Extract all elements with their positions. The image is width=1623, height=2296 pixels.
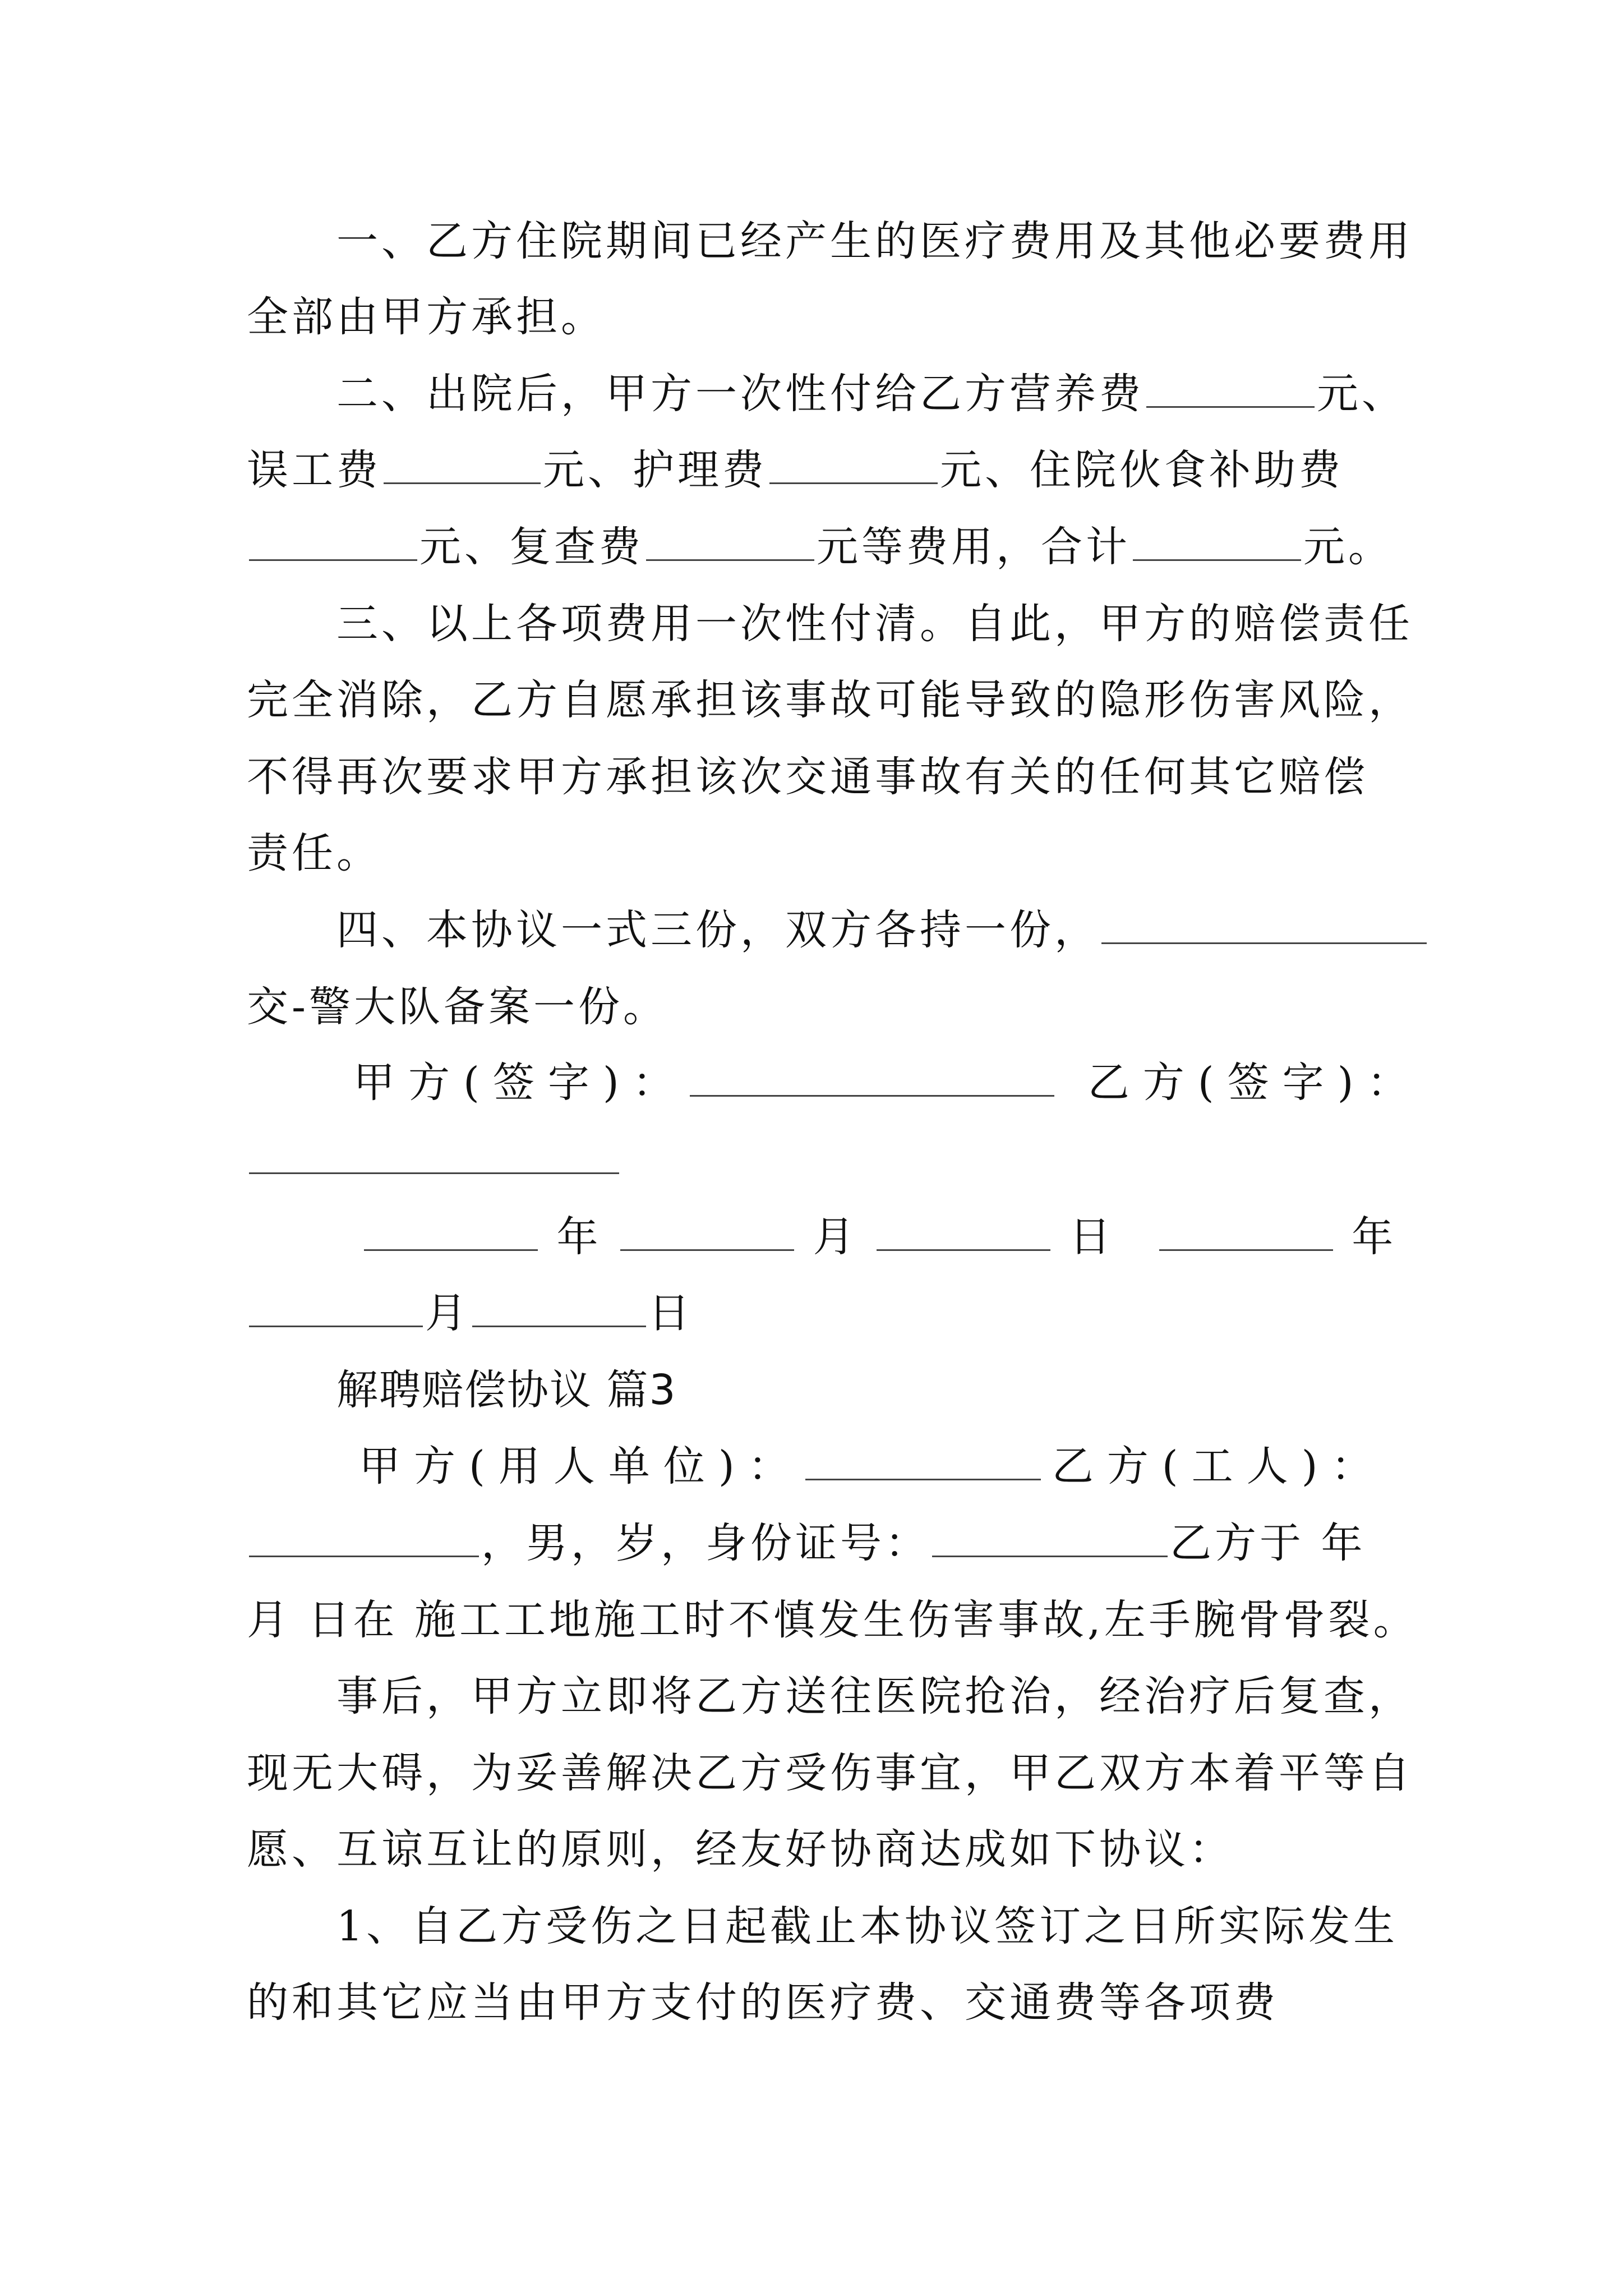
paragraph-3-line-2: 完全消除，乙方自愿承担该事故可能导致的隐形伤害风险， [247, 676, 1413, 724]
injury-date-start: 乙方于 年 [1170, 1519, 1366, 1567]
nutrition-fee-unit: 元、 [1317, 370, 1407, 418]
nursing-fee-blank[interactable] [769, 445, 938, 484]
worker-details: ，男，岁，身份证号： [481, 1519, 930, 1567]
paragraph-4-line-2: 交-警大队备案一份。 [247, 983, 668, 1031]
parties-line-1 [359, 1433, 1503, 1500]
date-line-1 [362, 1203, 1506, 1271]
copies-text: 四、本协议一式三份，双方各持一份， [336, 906, 1099, 954]
worker-label: 乙方(工人)： [1052, 1442, 1386, 1490]
copies-blank[interactable] [1101, 905, 1427, 944]
nutrition-fee-blank[interactable] [1146, 369, 1315, 408]
party-b-year-label: 年 [1352, 1213, 1397, 1261]
worker-name-blank[interactable] [249, 1519, 479, 1557]
party-b-month-blank[interactable] [249, 1289, 423, 1327]
paragraph-1-line-1: 一、乙方住院期间已经产生的医疗费用及其他必要费用 [336, 217, 1413, 265]
section-heading: 解聘赔偿协议 篇3 [336, 1366, 677, 1414]
total-blank[interactable] [1133, 522, 1301, 561]
clause-1-line-1: 1、自乙方受伤之日起截止本协议签订之日所实际发生 [336, 1902, 1399, 1950]
date-line-2 [247, 1280, 1391, 1347]
party-b-year-blank[interactable] [1159, 1212, 1333, 1251]
parties-line-2 [247, 1510, 1391, 1577]
party-a-month-label: 月 [813, 1213, 858, 1261]
employer-label: 甲方(用人单位)： [359, 1442, 803, 1490]
employer-blank[interactable] [805, 1442, 1041, 1480]
total-unit: 元。 [1303, 523, 1393, 571]
paragraph-5-line-3: 愿、互谅互让的原则，经友好协商达成如下协议： [247, 1825, 1234, 1874]
clause-1-line-2: 的和其它应当由甲方支付的医疗费、交通费等各项费 [247, 1978, 1279, 2027]
lost-work-fee-label: 误工费 [247, 446, 381, 494]
paragraph-5-line-1: 事后，甲方立即将乙方送往医院抢治，经治疗后复查， [336, 1672, 1413, 1720]
nutrition-fee-label: 二、出院后，甲方一次性付给乙方营养费 [336, 370, 1144, 418]
paragraph-4-line-1 [336, 896, 1481, 964]
party-b-day-blank[interactable] [472, 1289, 646, 1327]
party-a-year-label: 年 [556, 1213, 602, 1261]
parties-line-3: 月 日在 施工工地施工时不慎发生伤害事故,左手腕骨骨裂。 [247, 1596, 1418, 1644]
paragraph-2-line-2 [247, 436, 1391, 504]
party-b-signature-blank[interactable] [249, 1135, 619, 1174]
party-b-signature-label: 乙方(签字)： [1087, 1059, 1422, 1107]
party-a-signature-label: 甲方(签字)： [353, 1059, 688, 1107]
paragraph-3-line-3: 不得再次要求甲方承担该次交通事故有关的任何其它赔偿 [247, 753, 1368, 801]
paragraph-2-line-3 [247, 513, 1391, 581]
party-a-signature-blank[interactable] [690, 1058, 1054, 1097]
nursing-fee-label: 元、护理费 [543, 446, 767, 494]
paragraph-5-line-2: 现无大碍，为妥善解决乙方受伤事宜，甲乙双方本着平等自 [247, 1749, 1413, 1797]
party-b-day-label: 日 [648, 1289, 693, 1337]
party-a-day-label: 日 [1069, 1213, 1114, 1261]
party-a-year-blank[interactable] [364, 1212, 538, 1251]
total-label: 元等费用，合计 [817, 523, 1131, 571]
recheck-fee-label: 元、复查费 [419, 523, 644, 571]
signature-line [353, 1049, 1497, 1116]
paragraph-3-line-4: 责任。 [247, 829, 381, 877]
party-b-month-label: 月 [425, 1289, 470, 1337]
meal-subsidy-label: 元、住院伙食补助费 [940, 446, 1344, 494]
meal-subsidy-blank[interactable] [249, 522, 417, 561]
party-a-day-blank[interactable] [877, 1212, 1050, 1251]
paragraph-2-line-1 [336, 360, 1481, 427]
recheck-fee-blank[interactable] [646, 522, 814, 561]
id-number-blank[interactable] [932, 1519, 1168, 1557]
party-a-month-blank[interactable] [620, 1212, 794, 1251]
paragraph-3-line-1: 三、以上各项费用一次性付清。自此，甲方的赔偿责任 [336, 600, 1413, 648]
lost-work-fee-blank[interactable] [384, 445, 541, 484]
paragraph-1-line-2: 全部由甲方承担。 [247, 293, 606, 341]
signature-line-2 [247, 1126, 1391, 1194]
